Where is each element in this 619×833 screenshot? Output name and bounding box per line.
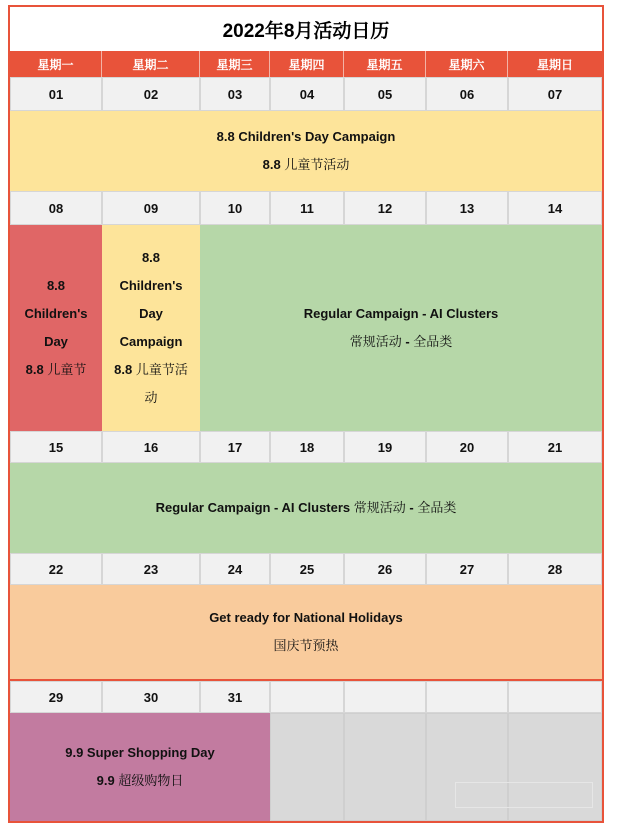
date-cell: 29 bbox=[10, 681, 102, 713]
empty-cell bbox=[344, 713, 426, 821]
date-cell: 13 bbox=[426, 191, 508, 225]
event-title-cn: 国庆节预热 bbox=[273, 638, 339, 653]
date-cell: 11 bbox=[270, 191, 344, 225]
weekday-tue: 星期二 bbox=[102, 51, 200, 77]
date-cell: 14 bbox=[508, 191, 602, 225]
event-title-en: 8.8 bbox=[46, 278, 66, 293]
event-title-en: Day bbox=[44, 334, 68, 349]
date-cell: 19 bbox=[344, 431, 426, 463]
date-cell: 24 bbox=[200, 553, 270, 585]
weekday-thu: 星期四 bbox=[270, 51, 344, 77]
calendar-title: 2022年8月活动日历 bbox=[222, 20, 390, 42]
date-cell-empty bbox=[508, 681, 602, 713]
date-cell: 20 bbox=[426, 431, 508, 463]
date-cell: 05 bbox=[344, 77, 426, 111]
date-cell: 21 bbox=[508, 431, 602, 463]
date-cell: 22 bbox=[10, 553, 102, 585]
event-title: Regular Campaign - AI Clusters 常规活动 - 全品类 bbox=[155, 500, 457, 515]
weekday-mon: 星期一 bbox=[10, 51, 102, 77]
event-title-en: 8.8 Children's Day Campaign bbox=[216, 129, 396, 144]
date-cell: 18 bbox=[270, 431, 344, 463]
weekday-fri: 星期五 bbox=[344, 51, 426, 77]
event-childrens-day-tue bbox=[102, 225, 200, 431]
date-cell: 31 bbox=[200, 681, 270, 713]
event-title-cn: 常规活动 - 全品类 bbox=[349, 334, 453, 349]
event-super-shopping-day bbox=[10, 713, 270, 821]
date-cell-empty bbox=[344, 681, 426, 713]
event-title-cn: 8.8 儿童节活 bbox=[114, 362, 188, 377]
date-cell: 03 bbox=[200, 77, 270, 111]
date-cell: 09 bbox=[102, 191, 200, 225]
faint-watermark-box bbox=[455, 782, 593, 808]
event-national-holidays bbox=[10, 585, 602, 679]
date-cell: 10 bbox=[200, 191, 270, 225]
event-title-cn: 8.8 儿童节活动 bbox=[262, 157, 350, 172]
date-cell: 27 bbox=[426, 553, 508, 585]
event-title-cn: 动 bbox=[144, 390, 158, 405]
event-title-en: Get ready for National Holidays bbox=[209, 610, 403, 625]
event-regular-campaign bbox=[200, 225, 602, 431]
date-cell: 26 bbox=[344, 553, 426, 585]
date-cell: 04 bbox=[270, 77, 344, 111]
event-title-en: 8.8 bbox=[141, 250, 161, 265]
empty-cell bbox=[270, 713, 344, 821]
weekday-sun: 星期日 bbox=[508, 51, 602, 77]
date-cell: 17 bbox=[200, 431, 270, 463]
weekday-sat: 星期六 bbox=[426, 51, 508, 77]
event-title-en: Campaign bbox=[119, 334, 183, 349]
date-cell: 12 bbox=[344, 191, 426, 225]
date-cell: 08 bbox=[10, 191, 102, 225]
date-cell: 07 bbox=[508, 77, 602, 111]
date-cell: 28 bbox=[508, 553, 602, 585]
date-cell-empty bbox=[270, 681, 344, 713]
event-childrens-day-mon bbox=[10, 225, 102, 431]
date-cell: 02 bbox=[102, 77, 200, 111]
date-cell: 06 bbox=[426, 77, 508, 111]
event-title-cn: 8.8 儿童节 bbox=[25, 362, 87, 377]
date-cell: 15 bbox=[10, 431, 102, 463]
event-regular-campaign bbox=[10, 463, 602, 553]
activity-calendar bbox=[8, 5, 604, 823]
date-cell: 16 bbox=[102, 431, 200, 463]
event-childrens-day-campaign bbox=[10, 111, 602, 191]
date-cell: 25 bbox=[270, 553, 344, 585]
weekday-wed: 星期三 bbox=[200, 51, 270, 77]
date-cell: 30 bbox=[102, 681, 200, 713]
event-title-en: Children's bbox=[119, 278, 183, 293]
date-cell-empty bbox=[426, 681, 508, 713]
date-cell: 23 bbox=[102, 553, 200, 585]
date-cell: 01 bbox=[10, 77, 102, 111]
event-title-en: Day bbox=[139, 306, 163, 321]
event-title-en: Children's bbox=[24, 306, 88, 321]
event-title-en: Regular Campaign - AI Clusters bbox=[303, 306, 499, 321]
event-title-en: 9.9 Super Shopping Day bbox=[65, 745, 215, 760]
event-title-cn: 9.9 超级购物日 bbox=[96, 773, 184, 788]
